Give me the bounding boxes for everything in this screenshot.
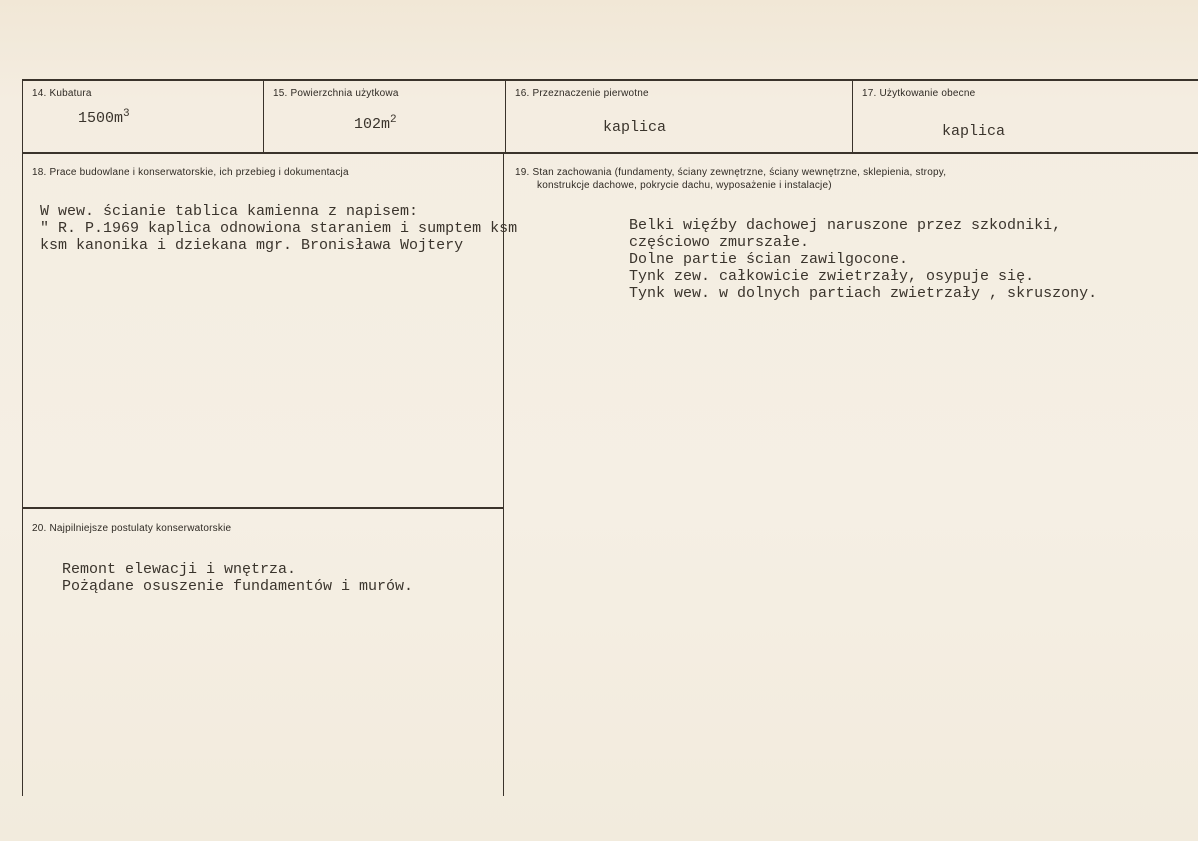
field-18-line-1: W wew. ścianie tablica kamienna z napisem: [40,203,419,220]
field-19-label-line-2: konstrukcje dachowe, pokrycie dachu, wyposażenie i instalacje) [537,180,832,191]
field-20-line-2: Pożądane osuszenie fundamentów i murów. [62,578,414,595]
field-19-label-line-1: 19. Stan zachowania (fundamenty, ściany zewnętrzne, ściany wewnętrzne, sklepienia, stropy, [515,167,947,178]
field-16-value: kaplica [603,119,667,136]
divider-16-17 [852,80,853,153]
divider-14-15 [263,80,264,153]
divider-15-16 [505,80,506,153]
field-19-line-4: Tynk zew. całkowicie zwietrzały, osypuje się. [629,268,1035,285]
field-20-line-1: Remont elewacji i wnętrza. [62,561,297,578]
field-19-line-1: Belki więźby dachowej naruszone przez szkodniki, [629,217,1062,234]
field-14-exponent: 3 [123,108,130,120]
divider-18-19 [503,153,504,796]
field-15-exponent: 2 [390,114,397,126]
row1-bottom-rule [22,152,1198,154]
field-18-line-2: " R. P.1969 kaplica odnowiona staraniem i sumptem ksm [40,220,518,237]
field18-bottom-rule [22,507,503,509]
field-18-line-3: ksm kanonika i dziekana mgr. Bronisława Wojtery [40,237,464,254]
field-14-value [78,108,130,127]
field-16-label: 16. Przeznaczenie pierwotne [515,88,649,99]
left-border [22,79,23,796]
field-19-line-5: Tynk wew. w dolnych partiach zwietrzały , skruszony. [629,285,1098,302]
field-20-label: 20. Najpilniejsze postulaty konserwatorskie [32,523,232,534]
field-15-label: 15. Powierzchnia użytkowa [273,88,399,99]
field-19-line-2: częściowo zmurszałe. [629,234,810,251]
field-15-value [354,114,397,133]
field-18-label: 18. Prace budowlane i konserwatorskie, ich przebieg i dokumentacja [32,167,349,178]
field-17-label: 17. Użytkowanie obecne [862,88,976,99]
field-14-label: 14. Kubatura [32,88,92,99]
field-14-number: 1500m [78,110,124,127]
top-rule [22,79,1198,81]
field-15-number: 102m [354,116,391,133]
field-17-value: kaplica [942,123,1006,140]
field-19-line-3: Dolne partie ścian zawilgocone. [629,251,909,268]
